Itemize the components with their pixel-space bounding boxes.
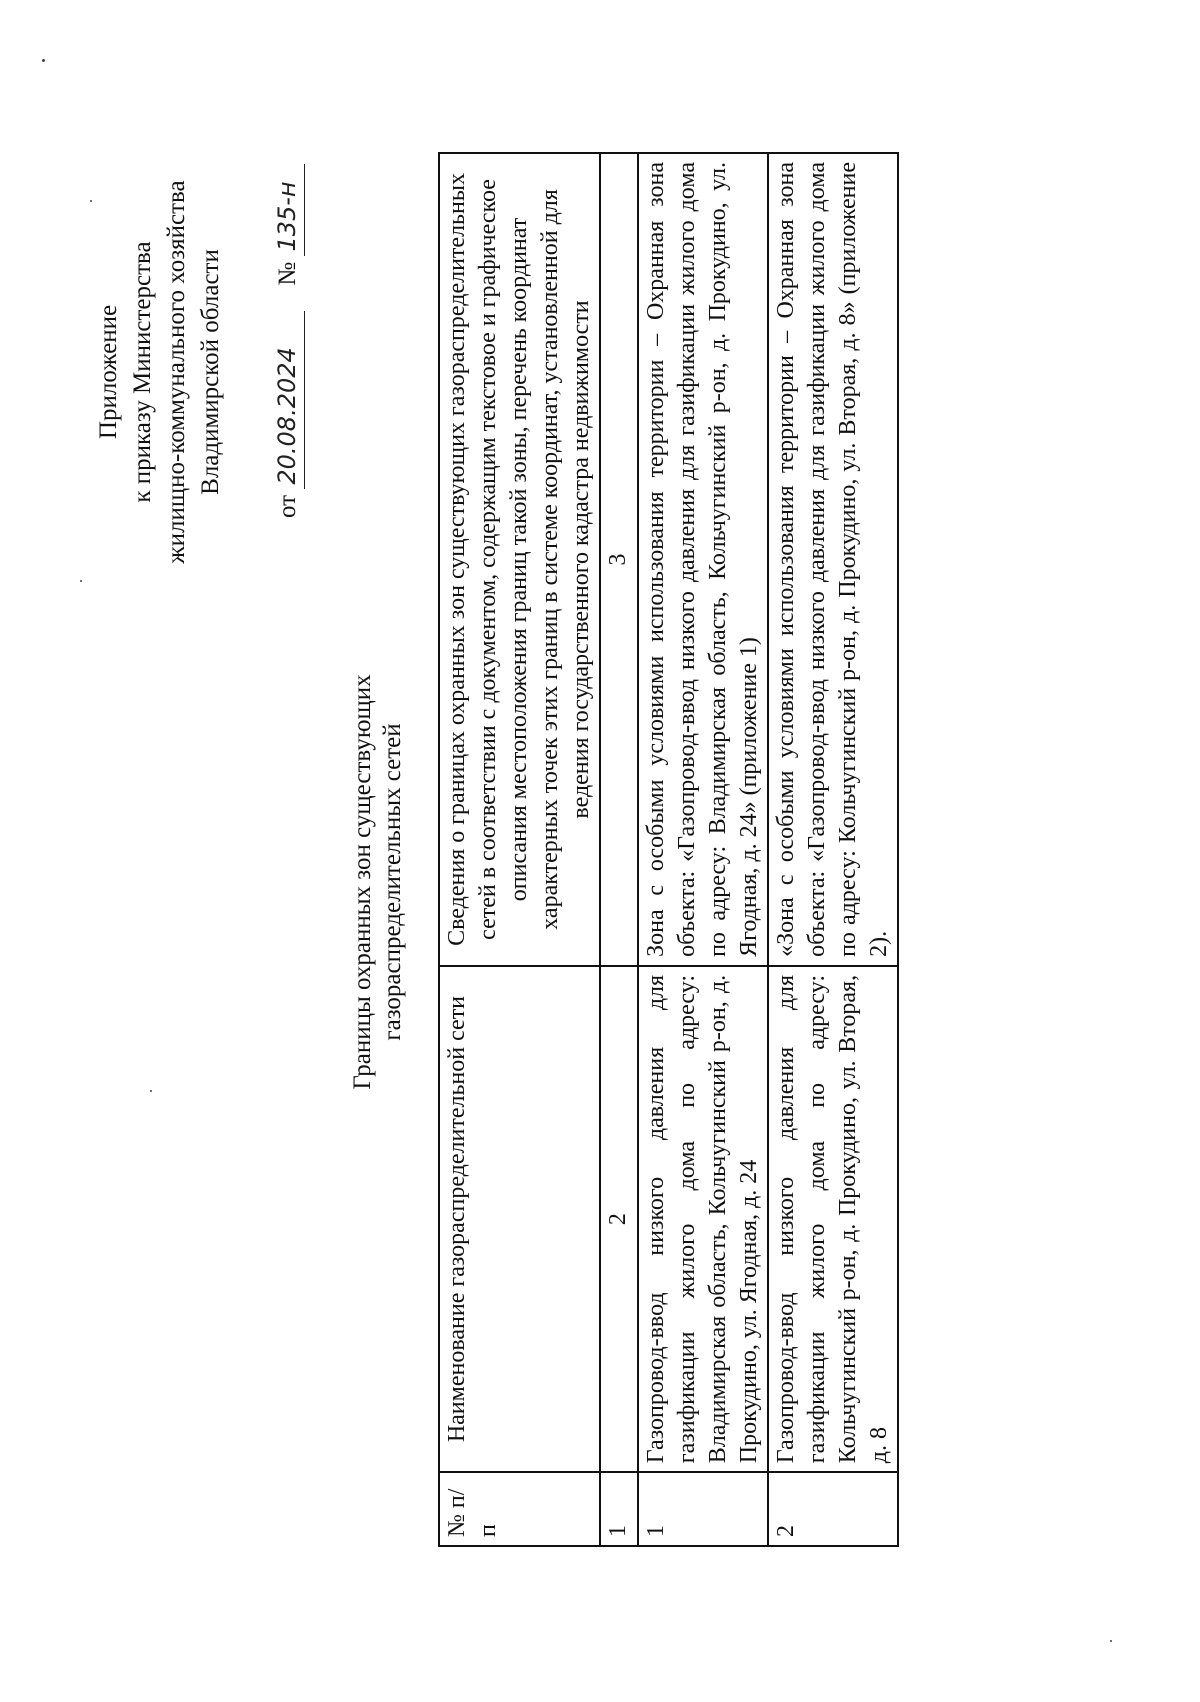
row-name: Газопровод-ввод низкого давления для газификации жилого дома по адресу: Кольчугинский р-он, д. Прокудино, ул. Вторая, д. 8: [768, 966, 898, 1472]
scan-speck: [80, 580, 82, 582]
header-name: Наименование газораспределительной сети: [439, 966, 600, 1472]
table-row: [768, 153, 898, 1546]
order-date: 20.08.2024: [270, 311, 305, 489]
column-number: 2: [600, 966, 638, 1472]
appendix-line: Владимирской области: [197, 249, 224, 495]
document-title: [348, 622, 408, 1142]
row-info: Зона с особыми условиями использования территории – Охранная зона объекта: «Газопровод-ввод низкого давления для газификации жилого дома по адресу: Владимирская область, Кольчугинский р-он, д. Прокудино, ул. Ягодная, д. 24» (приложение 1): [638, 153, 768, 966]
title-line: Границы охранных зон существующих: [349, 674, 376, 1090]
scan-speck: [1110, 1640, 1112, 1642]
title-line: газораспределительных сетей: [379, 723, 406, 1041]
scan-speck: [42, 59, 45, 62]
scan-speck: [150, 1090, 152, 1092]
appendix-line: жилищно-коммунального хозяйства: [163, 180, 190, 564]
header-num: № п/п: [439, 1472, 600, 1546]
order-number-prefix: №: [274, 261, 301, 286]
order-prefix: от: [274, 494, 301, 518]
row-num: 2: [768, 1472, 898, 1546]
appendix-line: Приложение: [95, 304, 122, 440]
table-header-row: [439, 153, 600, 1546]
column-number-row: [600, 153, 638, 1546]
appendix-header: [92, 142, 228, 602]
order-reference: [270, 98, 305, 518]
table-row: [638, 153, 768, 1546]
row-num: 1: [638, 1472, 768, 1546]
protection-zones-table: [438, 152, 899, 1547]
appendix-line: к приказу Министерства: [129, 241, 156, 503]
row-name: Газопровод-ввод низкого давления для газификации жилого дома по адресу: Владимирская область, Кольчугинский р-он, д. Прокудино, ул. Ягодная, д. 24: [638, 966, 768, 1472]
header-info: Сведения о границах охранных зон существующих газораспределительных сетей в соответствии с документом, содержащим текстовое и графическое описания местоположения границ такой зоны, перечень координат характерных точек этих границ в системе координат, установленной для ведения государственного кадастра недвижимости: [439, 153, 600, 966]
row-info: «Зона с особыми условиями использования территории – Охранная зона объекта: «Газопровод-ввод низкого давления для газификации жилого дома по адресу: Кольчугинский р-он, д. Прокудино, ул. Вторая, д. 8» (приложение 2).: [768, 153, 898, 966]
order-number: 135-н: [270, 164, 305, 256]
column-number: 1: [600, 1472, 638, 1546]
column-number: 3: [600, 153, 638, 966]
